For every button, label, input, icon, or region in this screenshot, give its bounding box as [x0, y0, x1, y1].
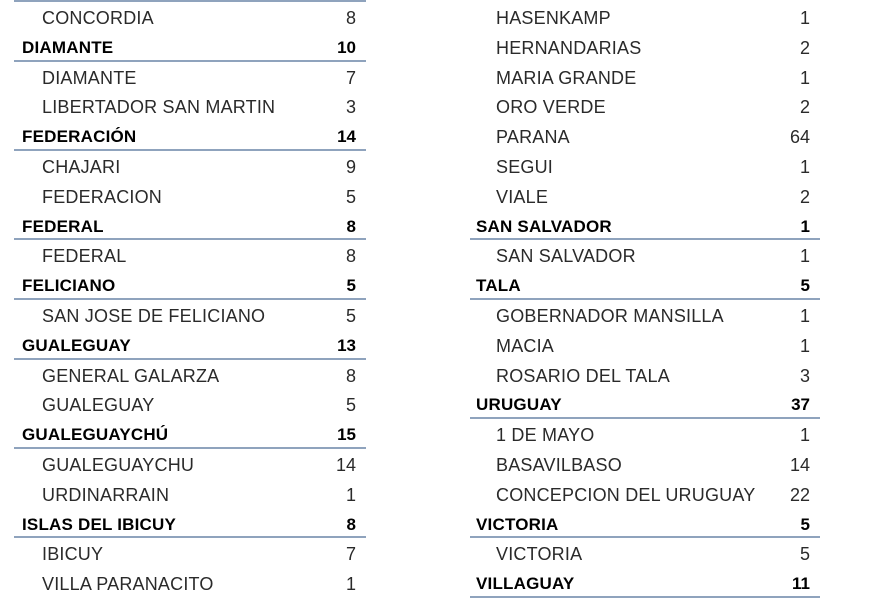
locality-row	[14, 91, 366, 121]
locality-name: HERNANDARIAS	[496, 37, 642, 58]
locality-row	[14, 479, 366, 509]
case-count: 2	[799, 186, 810, 207]
case-count: 3	[799, 365, 810, 386]
case-count: 8	[346, 216, 356, 236]
case-count: 5	[345, 395, 356, 416]
department-name: FEDERACIÓN	[22, 127, 137, 147]
locality-row	[470, 32, 820, 62]
case-count: 7	[345, 544, 356, 565]
locality-name: URDINARRAIN	[42, 484, 170, 505]
department-name: TALA	[476, 276, 521, 296]
locality-name: 1 DE MAYO	[496, 425, 595, 446]
locality-row	[470, 360, 820, 390]
department-row	[14, 121, 366, 151]
locality-row	[470, 62, 820, 92]
locality-row	[470, 2, 820, 32]
locality-name: VILLA PARANACITO	[42, 574, 214, 595]
locality-row	[14, 62, 366, 92]
department-row	[14, 419, 366, 449]
locality-row	[470, 300, 820, 330]
case-count: 14	[335, 454, 356, 475]
case-count: 1	[799, 246, 810, 267]
locality-name: PARANA	[496, 127, 570, 148]
department-name: GUALEGUAY	[22, 335, 131, 355]
case-count: 1	[799, 305, 810, 326]
department-name: ISLAS DEL IBICUY	[22, 514, 177, 534]
locality-row	[470, 181, 820, 211]
locality-name: ROSARIO DEL TALA	[496, 365, 670, 386]
case-count: 8	[345, 246, 356, 267]
case-count: 2	[799, 37, 810, 58]
locality-row	[470, 151, 820, 181]
department-row	[14, 32, 366, 62]
case-count: 2	[799, 97, 810, 118]
locality-row	[14, 538, 366, 568]
case-count: 5	[800, 276, 810, 296]
locality-name: GUALEGUAYCHU	[42, 454, 195, 475]
case-count: 14	[337, 127, 356, 147]
case-count: 11	[792, 574, 810, 594]
department-name: VICTORIA	[476, 514, 559, 534]
case-count: 5	[345, 186, 356, 207]
department-row	[14, 330, 366, 360]
locality-row	[470, 240, 820, 270]
locality-row	[14, 360, 366, 390]
case-count: 1	[799, 8, 810, 28]
case-count: 1	[800, 216, 810, 236]
left-column	[14, 2, 366, 598]
case-count: 1	[345, 574, 356, 595]
department-name: GUALEGUAYCHÚ	[22, 425, 169, 445]
locality-row	[14, 2, 366, 32]
locality-row	[470, 330, 820, 360]
locality-name: FEDERAL	[42, 246, 127, 267]
locality-row	[14, 389, 366, 419]
department-row	[470, 509, 820, 539]
department-row	[470, 211, 820, 241]
locality-name: BASAVILBASO	[496, 454, 622, 475]
department-name: FELICIANO	[22, 276, 116, 296]
locality-row	[470, 121, 820, 151]
locality-name: MACIA	[496, 335, 555, 356]
case-count: 1	[799, 156, 810, 177]
case-count: 1	[799, 67, 810, 88]
case-count: 5	[800, 514, 810, 534]
case-count: 7	[345, 67, 356, 88]
locality-name: GUALEGUAY	[42, 395, 155, 416]
locality-name: GENERAL GALARZA	[42, 365, 220, 386]
case-count: 1	[345, 484, 356, 505]
case-count: 3	[345, 97, 356, 118]
locality-name: FEDERACION	[42, 186, 163, 207]
department-row	[470, 389, 820, 419]
department-row	[470, 270, 820, 300]
department-row	[470, 568, 820, 598]
case-count: 37	[791, 395, 810, 415]
case-count: 14	[789, 454, 810, 475]
case-count: 22	[789, 484, 810, 505]
department-row	[14, 509, 366, 539]
locality-name: VIALE	[496, 186, 549, 207]
case-count: 5	[799, 544, 810, 565]
department-name: URUGUAY	[476, 395, 562, 415]
case-count: 5	[345, 305, 356, 326]
locality-name: HASENKAMP	[496, 8, 611, 28]
locality-name: SAN JOSE DE FELICIANO	[42, 305, 266, 326]
case-count: 8	[346, 514, 356, 534]
locality-row	[14, 568, 366, 598]
case-count: 8	[345, 365, 356, 386]
case-count: 1	[799, 425, 810, 446]
case-count: 5	[346, 276, 356, 296]
locality-row	[14, 449, 366, 479]
locality-name: MARIA GRANDE	[496, 67, 637, 88]
department-name: VILLAGUAY	[476, 574, 575, 594]
department-name: SAN SALVADOR	[476, 216, 612, 236]
case-count: 8	[345, 8, 356, 28]
locality-row	[14, 151, 366, 181]
locality-name: CONCORDIA	[42, 8, 154, 28]
case-count: 1	[799, 335, 810, 356]
locality-row	[470, 449, 820, 479]
locality-row	[470, 538, 820, 568]
locality-name: SAN SALVADOR	[496, 246, 636, 267]
locality-name: LIBERTADOR SAN MARTIN	[42, 97, 276, 118]
right-column	[470, 2, 820, 598]
locality-row	[470, 91, 820, 121]
case-count: 9	[345, 156, 356, 177]
locality-name: SEGUI	[496, 156, 554, 177]
case-count: 15	[337, 425, 356, 445]
case-count: 64	[789, 127, 810, 148]
locality-name: CONCEPCION DEL URUGUAY	[496, 484, 756, 505]
locality-row	[14, 181, 366, 211]
department-row	[14, 211, 366, 241]
department-row	[14, 270, 366, 300]
case-count: 13	[337, 335, 356, 355]
locality-name: DIAMANTE	[42, 67, 137, 88]
locality-row	[470, 419, 820, 449]
locality-row	[14, 300, 366, 330]
locality-name: GOBERNADOR MANSILLA	[496, 305, 724, 326]
locality-name: ORO VERDE	[496, 97, 606, 118]
locality-row	[470, 479, 820, 509]
locality-name: IBICUY	[42, 544, 104, 565]
department-name: DIAMANTE	[22, 37, 114, 57]
locality-name: CHAJARI	[42, 156, 121, 177]
locality-row	[14, 240, 366, 270]
case-count: 10	[337, 37, 356, 57]
locality-name: VICTORIA	[496, 544, 583, 565]
department-name: FEDERAL	[22, 216, 104, 236]
